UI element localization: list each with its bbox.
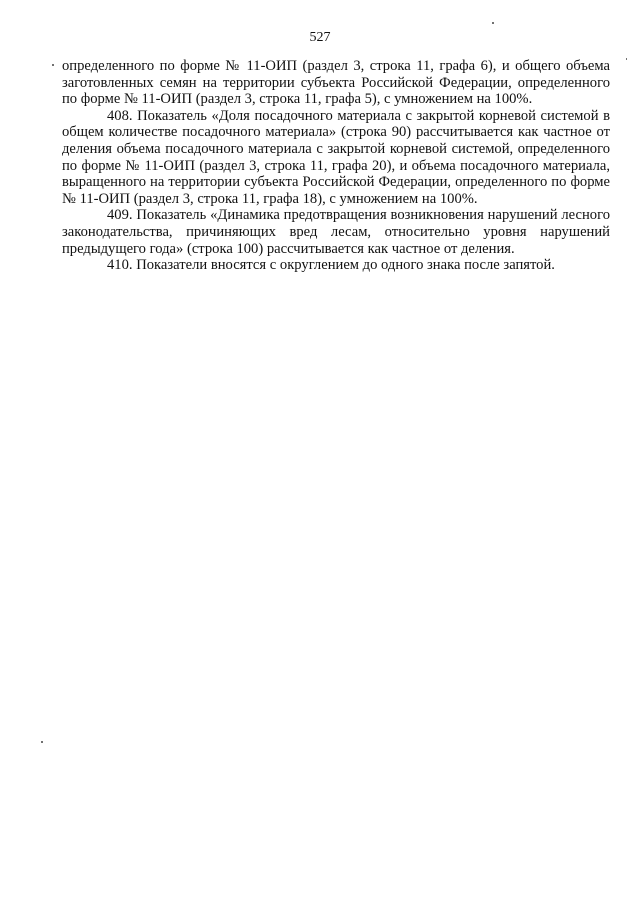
page-number: 527 [309, 30, 331, 45]
paragraph-410: 410. Показатели вносятся с округлением до одного знака после запятой. [107, 257, 555, 274]
paragraph-409: 409. Показатель «Динамика предотвращения возникновения нарушений лесного законодательства, причиняющих вред лесам, относительно уровня нарушений предыдущего года» (строка 100) рассчитывается как частное от деления. [62, 207, 610, 257]
paragraph-408: 408. Показатель «Доля посадочного материала с закрытой корневой системой в общем количестве посадочного материала» (строка 90) рассчитывается как частное от деления объема посадочного материала с закрытой корневой системой, определенного по форме № 11-ОИП (раздел 3, строка 11, графа 20), и объема посадочного материала, выращенного на территории субъекта Российской Федерации, определенного по форме № 11-ОИП (раздел 3, строка 11, графа 18), с умножением на 100%. [62, 107, 610, 207]
scan-speck [492, 22, 494, 24]
document-text [62, 58, 610, 274]
paragraph-continuation: определенного по форме № 11-ОИП (раздел 3, строка 11, графа 6), и общего объема заготовленных семян на территории субъекта Российской Федерации, определенного по форме № 11-ОИП (раздел 3, строка 11, графа 5), с умножением на 100%. [62, 58, 610, 108]
scan-speck [626, 58, 627, 60]
scan-speck [52, 64, 54, 66]
scan-speck [41, 741, 43, 743]
